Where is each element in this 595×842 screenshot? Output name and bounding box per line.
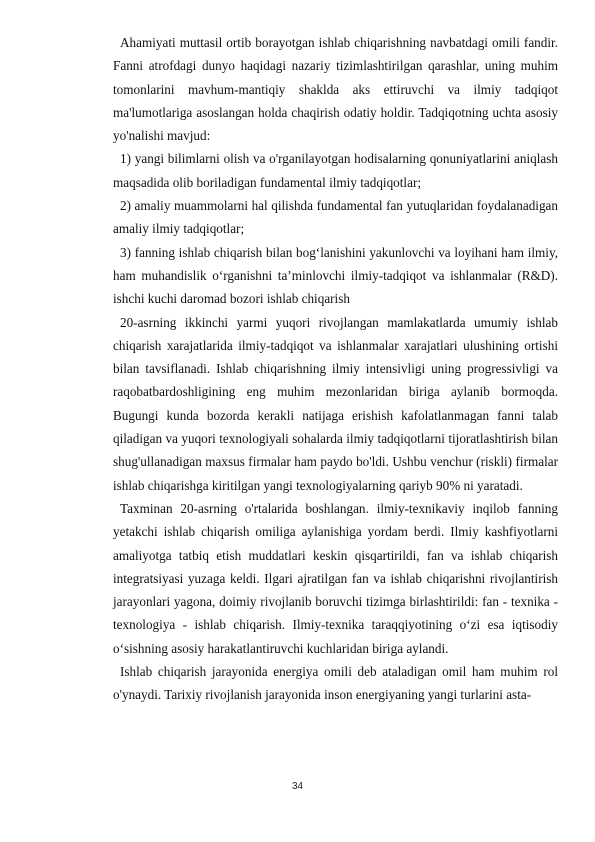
page-body [113, 31, 558, 707]
page-number: 34 [291, 781, 304, 792]
paragraph-fundamental-research: 1) yangi bilimlarni olish va o'rganilayotgan hodisalarning qonuniyatlarini aniqlash maqsadida olib boriladigan fundamental ilmiy tadqiqotlar; [113, 151, 558, 190]
paragraph-20th-century-second-half: 20-asrning ikkinchi yarmi yuqori rivojlangan mamlakatlarda umumiy ishlab chiqarish xarajatlarida ilmiy-tadqiqot va ishlanmalar xarajatlari ulushining ortishi bilan tavsiflanadi. Ishlab chiqarishning ilmiy intensivligi uning progressivligi va raqobatbardoshligining eng muhim mezonlaridan biriga aylanib bormoqda. Bugungi kunda bozorda kerakli natijaga erishish kafolatlanmagan fanni talab qiladigan va yuqori texnologiyali sohalarda ilmiy tadqiqotlarni tijoratlashtirish bilan shug'ullanadigan maxsus firmalar ham paydo bo'ldi. Ushbu venchur (riskli) firmalar ishlab chiqarishga kiritilgan yangi texnologiyalarning qariyb 90% ni yaratadi. [113, 314, 558, 493]
paragraph-scientific-revolution: Taxminan 20-asrning o'rtalarida boshlangan. ilmiy-texnikaviy inqilob fanning yetakchi ishlab chiqarish omiliga aylanishiga yordam berdi. Ilmiy kashfiyotlarni amaliyotga tatbiq etish muddatlari keskin qisqartirildi, fan va ishlab chiqarish integratsiyasi yuzaga keldi. Ilgari ajratilgan fan va ishlab chiqarishni rivojlantirish jarayonlari yagona, doimiy rivojlanib boruvchi tizimga birlashtirildi: fan - texnika - texnologiya - ishlab chiqarish. Ilmiy-texnika taraqqiyotining o‘zi esa iqtisodiy o‘sishning asosiy harakatlantiruvchi kuchlaridan biriga aylandi. [113, 500, 558, 656]
paragraph-applied-research: 2) amaliy muammolarni hal qilishda fundamental fan yutuqlaridan foydalanadigan amaliy ilmiy tadqiqotlar; [113, 198, 558, 237]
paragraph-energy-factor: Ishlab chiqarish jarayonida energiya omili deb ataladigan omil ham muhim rol o'ynaydi. Tarixiy rivojlanish jarayonida inson energiyaning yangi turlarini asta- [113, 664, 558, 703]
paragraph-rnd: 3) fanning ishlab chiqarish bilan bog‘lanishini yakunlovchi va loyihani ham ilmiy, ham muhandislik o‘rganishni ta’minlovchi ilmiy-tadqiqot va ishlanmalar (R&D). ishchi kuchi daromad bozori ishlab chiqarish [113, 244, 558, 307]
paragraph-science-as-factor: Ahamiyati muttasil ortib borayotgan ishlab chiqarishning navbatdagi omili fandir. Fanni atrofdagi dunyo haqidagi nazariy tizimlashtirilgan qarashlar, uning muhim tomonlarini mavhum-mantiqiy shaklda aks ettiruvchi va ilmiy tadqiqot ma'lumotlariga asoslangan holda chaqirish odatiy holdir. Tadqiqotning uchta asosiy yo'nalishi mavjud: [113, 35, 558, 144]
